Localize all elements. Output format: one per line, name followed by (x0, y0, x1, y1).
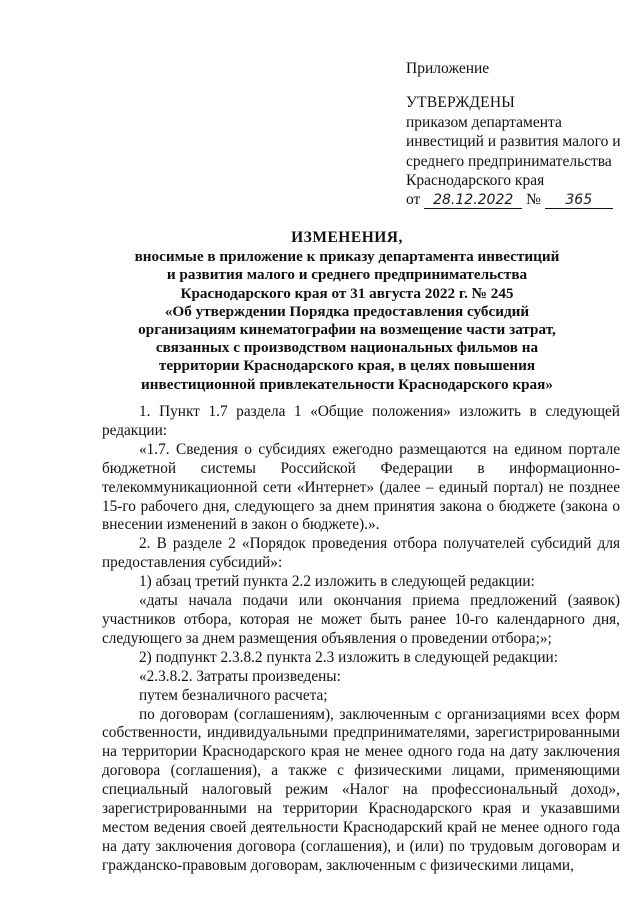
document-body (102, 403, 620, 876)
body-paragraph: по договорам (соглашениям), заключенным с организациями всех форм собственности, индивидуальными предпринимателями, зарегистрированными на территории Краснодарского края не менее одного года на дату заключения договора (соглашения), а также с физическими лицами, применяющими специальный налоговый режим «Налог на профессиональный доход», зарегистрированными на территории Краснодарского края и указавшими местом ведения своей деятельности Краснодарский край не менее одного года на дату заключения договора (соглашения), и (или) по трудовым договорам и гражданско-правовым договорам, заключенным с физическими лицами, (102, 705, 620, 874)
title-line: связанных с производством национальных фильмов на (155, 339, 539, 357)
body-paragraph: 2. В разделе 2 «Порядок проведения отбора получателей субсидий для предоставления субсидий»: (102, 535, 620, 572)
title-line: и развития малого и среднего предпринимательства (166, 266, 528, 284)
number-prefix: № (526, 191, 541, 209)
body-paragraph: путем безналичного расчета; (139, 686, 328, 704)
title-line: «Об утверждении Порядка предоставления субсидий (164, 302, 530, 320)
approval-line: Краснодарского края (406, 172, 545, 190)
approval-line: среднего предпринимательства (406, 152, 612, 170)
title-line: территории Краснодарского края, в целях повышения (158, 357, 536, 375)
body-paragraph: «2.3.8.2. Затраты произведены: (139, 667, 341, 685)
body-paragraph: 1) абзац третий пункта 2.2 изложить в следующей редакции: (139, 573, 535, 591)
date-prefix: от (406, 191, 421, 209)
title-line: Краснодарского края от 31 августа 2022 г. № 245 (180, 284, 514, 302)
body-paragraph: «даты начала подачи или окончания приема предложений (заявок) участников отбора, которая не может быть ранее 10-го календарного дня, следующего за днем размещения объявления о проведении отбора;»; (102, 592, 620, 647)
appendix-label: Приложение (406, 60, 490, 77)
approval-line: приказом департамента (406, 113, 562, 131)
title-line: организациям кинематографии на возмещение части затрат, (138, 321, 556, 339)
handwritten-number: 365 (545, 192, 613, 209)
approved-label: УТВЕРЖДЕНЫ (406, 94, 515, 112)
document-title (110, 229, 584, 394)
body-paragraph: 2) подпункт 2.3.8.2 пункта 2.3 изложить в следующей редакции: (139, 648, 558, 666)
title-heading: ИЗМЕНЕНИЯ, (291, 229, 403, 246)
body-paragraph: 1. Пункт 1.7 раздела 1 «Общие положения» изложить в следующей редакции: (102, 403, 620, 439)
approval-block (406, 59, 626, 210)
title-line: вносимые в приложение к приказу департамента инвестиций (134, 248, 560, 266)
body-paragraph: «1.7. Сведения о субсидиях ежегодно размещаются на едином портале бюджетной системы Российской Федерации в информационно-телекоммуникационной сети «Интернет» (далее – единый портал) не позднее 15-го рабочего дня, следующего за днем принятия закона о бюджете (закона о внесении изменений в закон о бюджете).». (102, 440, 620, 534)
approval-line: инвестиций и развития малого и (406, 133, 621, 151)
title-line: инвестиционной привлекательности Краснодарского края» (141, 375, 553, 393)
date-number-line (406, 190, 626, 209)
handwritten-date: 28.12.2022 (424, 192, 522, 209)
